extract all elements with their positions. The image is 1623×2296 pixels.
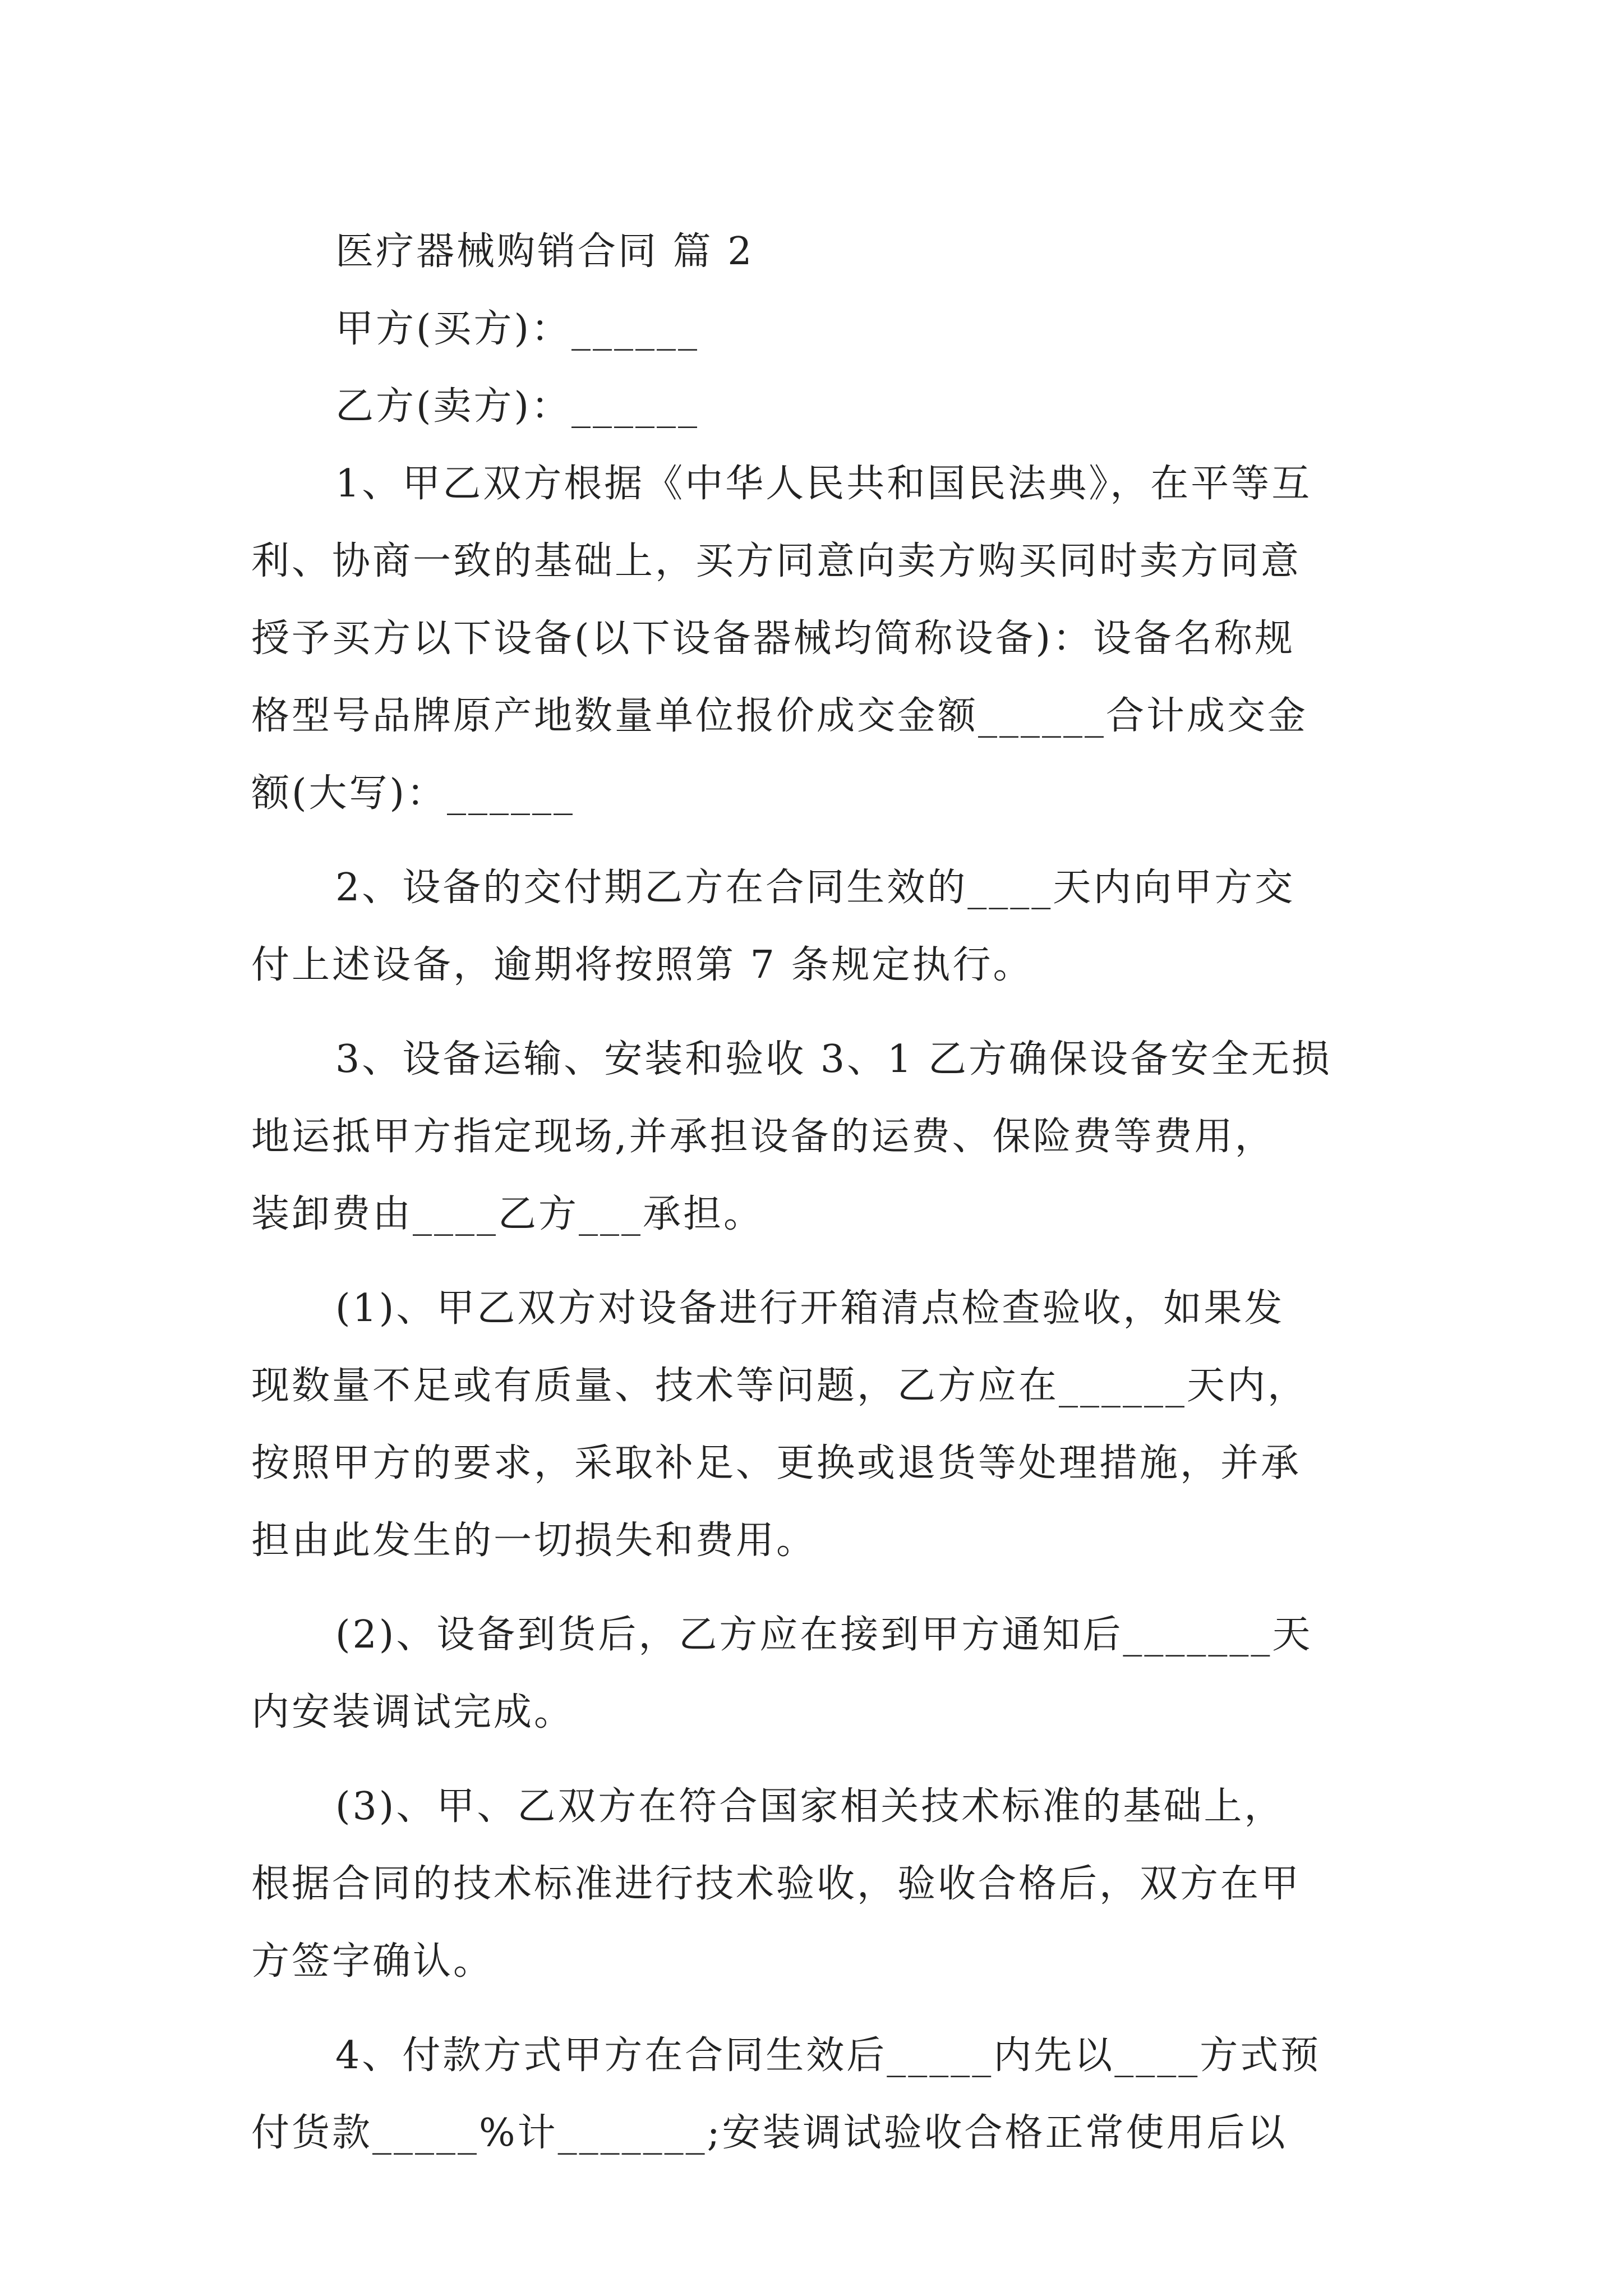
clause-1 [251, 445, 1378, 832]
clause-4 [251, 2017, 1378, 2172]
paragraph-line: 付货款_____%计_______;安装调试验收合格正常使用后以 [251, 2111, 1288, 2155]
document-title: 医疗器械购销合同 篇 2 [335, 229, 754, 274]
clause-3-3 [251, 1768, 1378, 2000]
paragraph-line: 2、设备的交付期乙方在合同生效的____天内向甲方交 [335, 866, 1295, 910]
paragraph-line: 装卸费由____乙方___承担。 [251, 1192, 764, 1236]
paragraph-line: (2)、设备到货后，乙方应在接到甲方通知后_______天 [335, 1613, 1313, 1657]
contract-body [251, 213, 1378, 2172]
paragraph-line: 利、协商一致的基础上，买方同意向卖方购买同时卖方同意 [251, 539, 1302, 583]
party-b-line: 乙方(卖方)：______ [335, 384, 700, 429]
party-a-line: 甲方(买方)：______ [335, 307, 700, 351]
paragraph-line: 担由此发生的一切损失和费用。 [251, 1519, 817, 1563]
paragraph-line: 格型号品牌原产地数量单位报价成交金额______合计成交金 [251, 694, 1308, 738]
paragraph-line: 根据合同的技术标准进行技术验收，验收合格后，双方在甲 [251, 1862, 1302, 1906]
paragraph-line: 4、付款方式甲方在合同生效后_____内先以____方式预 [335, 2033, 1321, 2078]
clause-2 [251, 849, 1378, 1004]
paragraph-line: 额(大写)：______ [251, 771, 575, 816]
paragraph-line: 内安装调试完成。 [251, 1690, 575, 1734]
paragraph-line: 方签字确认。 [251, 1939, 494, 1984]
clause-3-1 [251, 1270, 1378, 1580]
paragraph-line: 3、设备运输、安装和验收 3、1 乙方确保设备安全无损 [335, 1037, 1332, 1082]
paragraph-line: (3)、甲、乙双方在符合国家相关技术标准的基础上， [335, 1784, 1285, 1829]
paragraph-line: 地运抵甲方指定现场,并承担设备的运费、保险费等费用， [251, 1115, 1275, 1159]
paragraph-line: 现数量不足或有质量、技术等问题，乙方应在______天内， [251, 1364, 1308, 1408]
paragraph-line: 授予买方以下设备(以下设备器械均简称设备)：设备名称规 [251, 616, 1295, 661]
paragraph-line: (1)、甲乙双方对设备进行开箱清点检查验收，如果发 [335, 1286, 1285, 1331]
clause-3-2 [251, 1596, 1378, 1751]
paragraph-line: 1、甲乙双方根据《中华人民共和国民法典》，在平等互 [335, 462, 1312, 506]
paragraph-line: 付上述设备，逾期将按照第 7 条规定执行。 [251, 943, 1034, 987]
clause-3 [251, 1021, 1378, 1253]
paragraph-line: 按照甲方的要求，采取补足、更换或退货等处理措施，并承 [251, 1441, 1302, 1485]
